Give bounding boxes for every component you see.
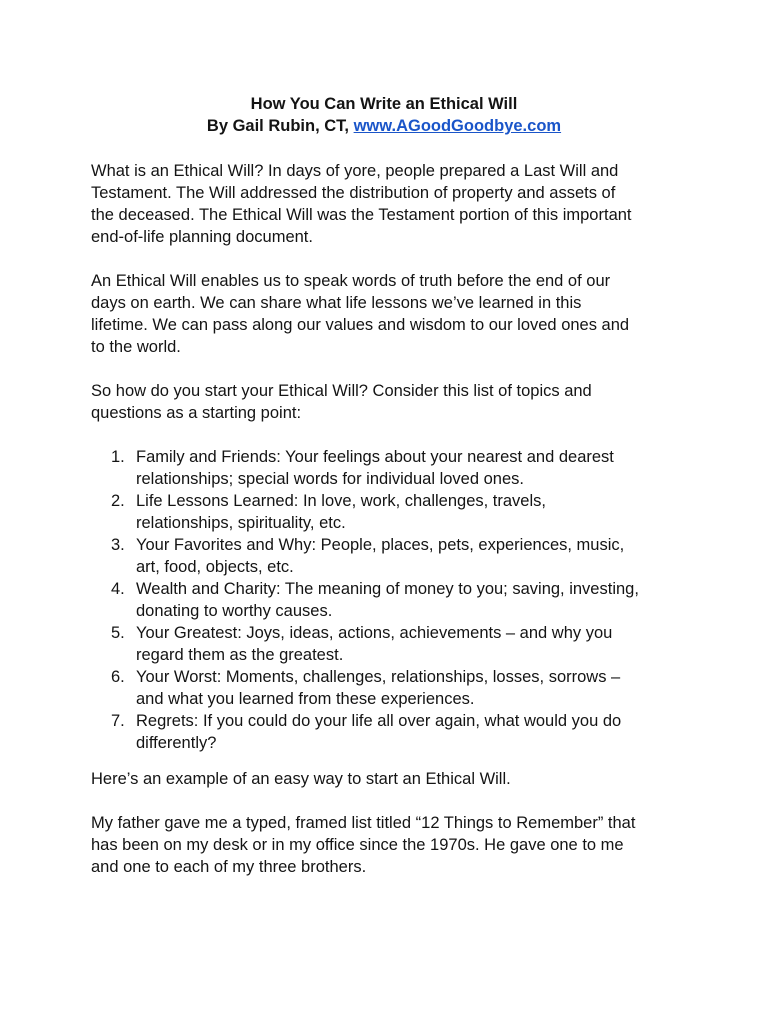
list-item xyxy=(91,490,681,534)
paragraph-example-intro xyxy=(91,768,691,790)
list-item-number: 6. xyxy=(111,668,125,686)
paragraph-line: My father gave me a typed, framed list titled “12 Things to Remember” that xyxy=(91,814,636,832)
list-item-line: Regrets: If you could do your life all over again, what would you do xyxy=(136,712,622,730)
list-item xyxy=(91,666,681,710)
list-item-line: regard them as the greatest. xyxy=(136,646,344,664)
paragraph-line: end-of-life planning document. xyxy=(91,228,313,246)
paragraph-line: What is an Ethical Will? In days of yore, people prepared a Last Will and xyxy=(91,162,619,180)
document-byline xyxy=(0,115,768,137)
paragraph-line: has been on my desk or in my office since the 1970s. He gave one to me xyxy=(91,836,624,854)
paragraph-line: and one to each of my three brothers. xyxy=(91,858,367,876)
list-item-line: donating to worthy causes. xyxy=(136,602,333,620)
list-item-line: Your Greatest: Joys, ideas, actions, achievements – and why you xyxy=(136,624,613,642)
website-link[interactable]: www.AGoodGoodbye.com xyxy=(353,117,562,135)
list-item-line: Your Worst: Moments, challenges, relationships, losses, sorrows – xyxy=(136,668,621,686)
paragraph-line: So how do you start your Ethical Will? Consider this list of topics and xyxy=(91,382,592,400)
document-header xyxy=(0,93,768,137)
list-item-line: art, food, objects, etc. xyxy=(136,558,294,576)
list-item xyxy=(91,534,681,578)
list-item-line: and what you learned from these experiences. xyxy=(136,690,475,708)
paragraph-line: Here’s an example of an easy way to start an Ethical Will. xyxy=(91,770,511,788)
paragraph-line: to the world. xyxy=(91,338,181,356)
list-item-line: Wealth and Charity: The meaning of money to you; saving, investing, xyxy=(136,580,639,598)
paragraph-what-is-ethical-will xyxy=(91,160,691,248)
list-item-line: relationships, spirituality, etc. xyxy=(136,514,346,532)
list-item-line: Life Lessons Learned: In love, work, challenges, travels, xyxy=(136,492,546,510)
list-item-number: 5. xyxy=(111,624,125,642)
byline-author: By Gail Rubin, CT, xyxy=(206,117,354,135)
paragraph-father-list xyxy=(91,812,691,878)
list-item xyxy=(91,622,681,666)
document-title: How You Can Write an Ethical Will xyxy=(250,95,518,113)
topics-list xyxy=(91,446,681,754)
paragraph-line: the deceased. The Ethical Will was the Testament portion of this important xyxy=(91,206,632,224)
list-item-line: differently? xyxy=(136,734,217,752)
list-item xyxy=(91,710,681,754)
list-item xyxy=(91,446,681,490)
list-item-line: relationships; special words for individual loved ones. xyxy=(136,470,524,488)
list-item-number: 7. xyxy=(111,712,125,730)
list-item-number: 1. xyxy=(111,448,125,466)
paragraph-line: days on earth. We can share what life lessons we’ve learned in this xyxy=(91,294,582,312)
paragraph-line: An Ethical Will enables us to speak words of truth before the end of our xyxy=(91,272,611,290)
paragraph-line: Testament. The Will addressed the distribution of property and assets of xyxy=(91,184,616,202)
paragraph-speak-words-of-truth xyxy=(91,270,691,358)
list-item xyxy=(91,578,681,622)
list-item-number: 2. xyxy=(111,492,125,510)
list-item-number: 3. xyxy=(111,536,125,554)
paragraph-line: lifetime. We can pass along our values and wisdom to our loved ones and xyxy=(91,316,630,334)
list-item-line: Family and Friends: Your feelings about your nearest and dearest xyxy=(136,448,614,466)
paragraph-how-to-start xyxy=(91,380,691,424)
paragraph-line: questions as a starting point: xyxy=(91,404,302,422)
list-item-number: 4. xyxy=(111,580,125,598)
list-item-line: Your Favorites and Why: People, places, pets, experiences, music, xyxy=(136,536,625,554)
